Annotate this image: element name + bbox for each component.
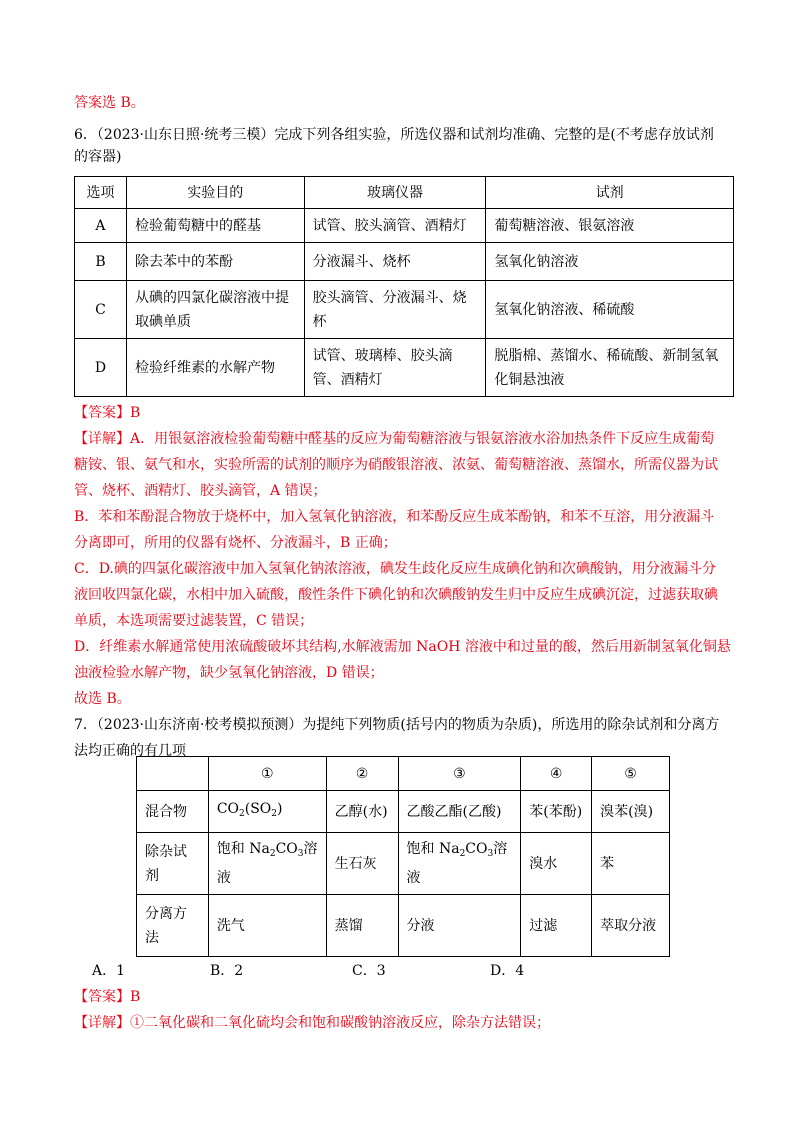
q6-header-purpose: 实验目的 [126, 177, 304, 209]
q7-cell-reagent [208, 833, 326, 895]
q7-cell-reagent: 生石灰 [326, 833, 398, 895]
formula-part: CO [465, 841, 488, 857]
q7-option-c: C．3 [352, 963, 386, 979]
formula-subscript: 3 [297, 849, 304, 859]
q7-cell-method: 萃取分液 [592, 895, 670, 957]
q6-cell-line: 管、酒精灯 [312, 371, 383, 388]
q6-header-reagent: 试剂 [486, 177, 734, 209]
formula-subscript: 2 [271, 809, 278, 819]
q7-table [136, 756, 670, 957]
formula-subscript: 3 [487, 849, 494, 859]
q6-header-option: 选项 [75, 177, 127, 209]
detail-tag: 【详解】 [74, 1015, 130, 1031]
q6-cell-reagent: 葡萄糖溶液、银氨溶液 [486, 209, 734, 243]
q7-option-a: A．1 [92, 963, 126, 979]
answer-tag: 【答案】 [74, 405, 130, 421]
formula-part: 溶 [493, 841, 508, 857]
q6-cell-line: 杯 [312, 313, 327, 330]
q6-cell-line: 胶头滴管、分液漏斗、烧 [312, 289, 467, 306]
q6-detail-line: 管、烧杯、酒精灯、胶头滴管，A 错误； [74, 483, 327, 499]
q7-cell-mixture: 苯(苯酚) [521, 791, 592, 833]
q7-cell-method: 洗气 [208, 895, 326, 957]
q6-cell-glassware [304, 339, 486, 397]
formula-part: CO [275, 841, 298, 857]
q6-detail-line: 故选 B。 [74, 691, 131, 707]
formula-subscript: 2 [459, 849, 466, 859]
q6-detail-line [74, 428, 714, 450]
formula-part: (SO [244, 801, 272, 817]
formula-subscript: 2 [239, 809, 245, 819]
q6-detail-line: 液回收四氯化碳，水相中加入硫酸，酸性条件下碘化钠和次碘酸钠发生归中反应生成碘沉淀，过滤获取碘 [74, 587, 718, 603]
table-row [137, 895, 670, 957]
q7-cell-mixture: 溴苯(溴) [592, 791, 670, 833]
q7-option-b: B．2 [210, 963, 244, 979]
table-row [75, 209, 734, 243]
q7-header-col: ⑤ [592, 757, 670, 791]
q6-detail-line: D．纤维素水解通常使用浓硫酸破坏其结构,水解液需加 NaOH 溶液中和过量的酸，然后用新制氢氧化铜悬 [74, 639, 731, 655]
detail-tag: 【详解】 [74, 431, 130, 447]
q6-cell-line: 化铜悬浊液 [494, 371, 565, 388]
q7-header-row [137, 757, 670, 791]
q6-detail-line: 浊液检验水解产物，缺少氢氧化钠溶液，D 错误； [74, 665, 384, 681]
table-row [75, 243, 734, 281]
q6-cell-purpose: 检验葡萄糖中的醛基 [126, 209, 304, 243]
label-line: 法 [145, 929, 159, 946]
q6-cell-reagent [486, 339, 734, 397]
q6-detail-line: 单质，本选项需要过滤装置，C 错误； [74, 613, 314, 629]
q6-detail-line: B．苯和苯酚混合物放于烧杯中，加入氢氧化钠溶液，和苯酚反应生成苯酚钠，和苯不互溶，用分液漏斗 [74, 509, 715, 525]
q7-header-col: ② [326, 757, 398, 791]
q6-cell-line: 试管、玻璃棒、胶头滴 [312, 347, 453, 364]
q7-cell-mixture [208, 791, 326, 833]
q6-answer [74, 402, 140, 424]
q6-header-row [75, 177, 734, 209]
q6-cell-option: B [75, 243, 127, 281]
q6-cell-reagent: 氢氧化钠溶液 [486, 243, 734, 281]
table-row [137, 833, 670, 895]
q7-option-d: D．4 [490, 963, 525, 979]
q7-stem-line-2: 法均正确的有几项 [74, 743, 186, 759]
q6-cell-glassware: 试管、胶头滴管、酒精灯 [304, 209, 486, 243]
q7-row-label [137, 833, 209, 895]
formula-part: ) [277, 801, 283, 817]
cell-line [407, 837, 513, 866]
q7-stem-line-1: 7．（2023·山东济南·校考模拟预测）为提纯下列物质(括号内的物质为杂质)，所选用的除杂试剂和分离方 [74, 717, 720, 733]
answer-value: B [130, 989, 141, 1005]
q7-cell-reagent: 溴水 [521, 833, 592, 895]
q7-cell-method: 分液 [398, 895, 521, 957]
table-row [137, 791, 670, 833]
q7-header-col: ① [208, 757, 326, 791]
q7-cell-method: 过滤 [521, 895, 592, 957]
q6-cell-glassware: 分液漏斗、烧杯 [304, 243, 486, 281]
q6-cell-purpose: 除去苯中的苯酚 [126, 243, 304, 281]
q6-cell-option: D [75, 339, 127, 397]
q6-cell-option: C [75, 281, 127, 339]
formula-part: 饱和 Na [216, 841, 270, 857]
q6-detail-line: 糖铵、银、氨气和水，实验所需的试剂的顺序为硝酸银溶液、浓氨、葡萄糖溶液、蒸馏水，所需仪器为试 [74, 457, 718, 473]
q7-header-col: ④ [521, 757, 592, 791]
q6-cell-purpose [126, 281, 304, 339]
q7-row-label [137, 895, 209, 957]
formula-subscript: 2 [269, 849, 276, 859]
q6-cell-option: A [75, 209, 127, 243]
q6-table [74, 176, 734, 397]
formula-part: 溶液 [216, 841, 318, 886]
cell-line: 液 [406, 870, 421, 886]
q6-stem-line-1: 6．（2023·山东日照·统考三模）完成下列各组实验，所选仪器和试剂均准确、完整的是(不考虑存放试剂 [74, 127, 714, 143]
q6-cell-purpose: 检验纤维素的水解产物 [126, 339, 304, 397]
q7-cell-reagent: 苯 [592, 833, 670, 895]
q6-cell-glassware [304, 281, 486, 339]
label-line: 剂 [145, 867, 159, 884]
q7-cell-reagent [398, 833, 521, 895]
q6-cell-reagent: 氢氧化钠溶液、稀硫酸 [486, 281, 734, 339]
q7-row-label: 混合物 [137, 791, 209, 833]
q7-header-blank [137, 757, 209, 791]
formula-part: CO [216, 801, 240, 817]
table-row [75, 339, 734, 397]
q7-detail-line [74, 1012, 550, 1034]
q7-header-col: ③ [398, 757, 521, 791]
q7-cell-method: 蒸馏 [326, 895, 398, 957]
answer-tag: 【答案】 [74, 989, 130, 1005]
label-line: 分离方 [145, 905, 187, 922]
label-line: 除杂试 [145, 843, 187, 860]
detail-text: ①二氧化碳和二氧化硫均会和饱和碳酸钠溶液反应，除杂方法错误； [130, 1015, 550, 1031]
formula-part: 饱和 Na [406, 841, 460, 857]
q7-cell-mixture: 乙醇(水) [326, 791, 398, 833]
q6-detail-line: 分离即可，所用的仪器有烧杯、分液漏斗，B 正确； [74, 535, 397, 551]
previous-answer: 答案选 B。 [74, 95, 145, 111]
detail-text: A．用银氨溶液检验葡萄糖中醛基的反应为葡萄糖溶液与银氨溶液水浴加热条件下反应生成葡萄 [130, 431, 715, 447]
q6-cell-line: 取碘单质 [134, 313, 191, 330]
answer-value: B [130, 405, 141, 421]
q7-answer [74, 986, 140, 1008]
q6-stem-line-2: 的容器) [74, 149, 122, 165]
table-row [75, 281, 734, 339]
q6-detail-line: C．D.碘的四氯化碳溶液中加入氢氧化钠浓溶液，碘发生歧化反应生成碘化钠和次碘酸钠，用分液漏斗分 [74, 561, 716, 577]
q7-cell-mixture: 乙酸乙酯(乙酸) [398, 791, 521, 833]
q6-header-glassware: 玻璃仪器 [304, 177, 486, 209]
q6-cell-line: 脱脂棉、蒸馏水、稀硫酸、新制氢氧 [494, 347, 719, 364]
q6-cell-line: 从碘的四氯化碳溶液中提 [134, 289, 289, 306]
